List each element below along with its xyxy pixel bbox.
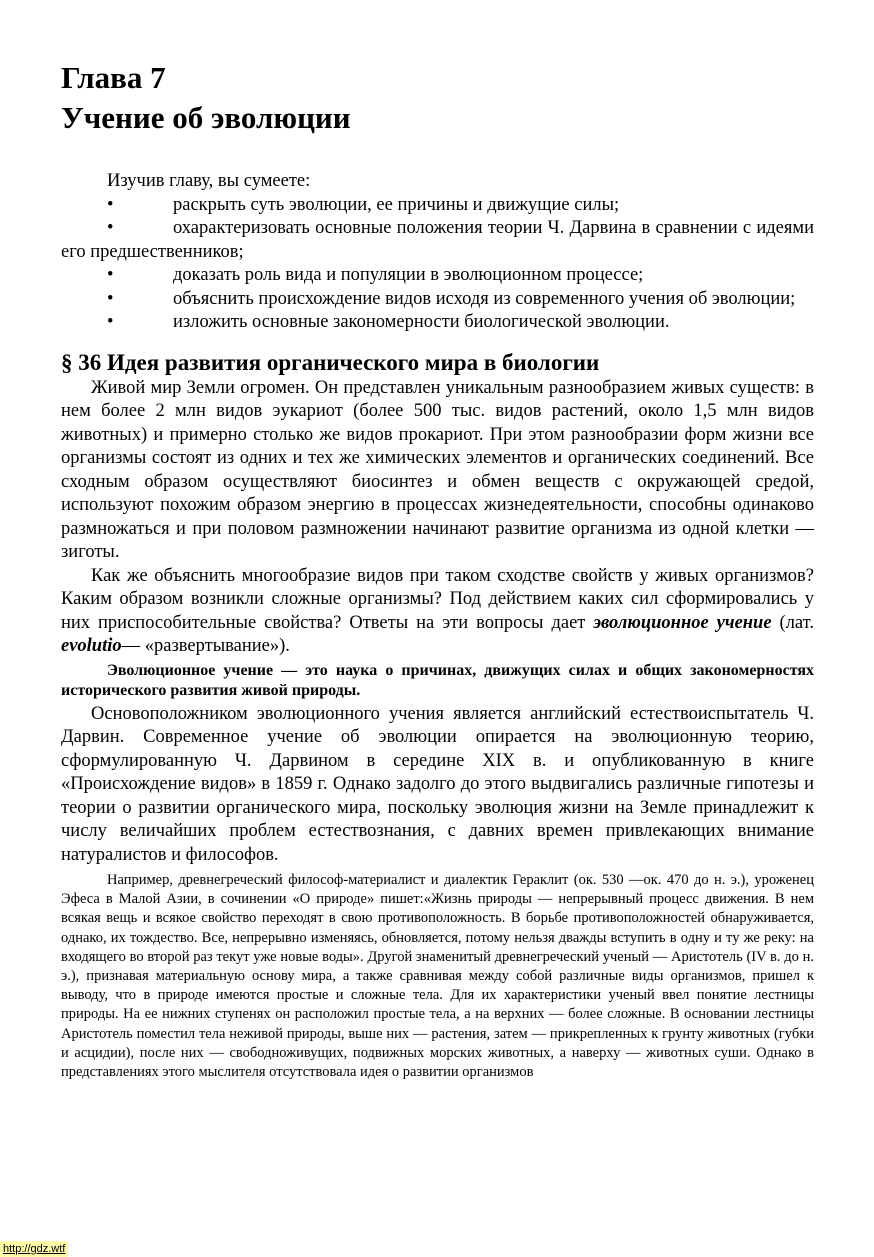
goal-item: [61, 311, 814, 335]
chapter-number: Глава 7: [61, 60, 166, 95]
goal-text: изложить основные закономерности биологической эволюции.: [173, 312, 670, 332]
bullet-icon: •: [107, 312, 114, 332]
chapter-title: [61, 58, 814, 138]
bullet-icon: •: [107, 194, 114, 215]
goals-intro: Изучив главу, вы сумеете:: [107, 171, 311, 191]
section-title: § 36 Идея развития органического мира в биологии: [61, 349, 600, 375]
paragraph-3: Основоположником эволюционного учения является английский естествоиспытатель Ч. Дарвин. Современное учение об эволюции опирается на эволюционную теорию, сформулированную Ч. Дарвином в середине XIX в. и опубликованную в книге «Происхождение видов» в 1859 г. Однако задолго до этого выдвигались различные гипотезы и теории о развитии органического мира, поскольку эволюция жизни на Земле принадлежит к числу величайших проблем естествознания, с давних времен привлекающих внимание натуралистов и философов.: [61, 703, 814, 865]
goal-text: охарактеризовать основные положения теории Ч. Дарвина в сравнении с идеями его предшественников;: [61, 218, 814, 262]
goal-item: [61, 288, 814, 312]
goal-item: [61, 217, 814, 264]
chapter-name: Учение об эволюции: [61, 100, 351, 135]
paragraph-2: [61, 565, 814, 659]
chapter-goals: [61, 170, 814, 335]
paragraph-1: Живой мир Земли огромен. Он представлен уникальным разнообразием живых существ: в нем более 2 млн видов эукариот (более 500 тыс. видов растений, около 1,5 млн видов животных) и примерно столько же видов прокариот. При этом разнообразии форм жизни все организмы состоят из одних и тех же химических элементов и органических соединений. Все сходным образом осуществляют биосинтез и обмен веществ с окружающей средой, используют похожим образом энергию в процессах жизнедеятельности, способны одинаково размножаться и при половом размножении начинают развитие организма из одной клетки — зиготы.: [61, 377, 814, 562]
source-link[interactable]: http://gdz.wtf: [0, 1241, 68, 1257]
latin-term: evolutio: [61, 636, 122, 656]
term-evolutionary-teaching: эволюционное учение: [593, 612, 772, 633]
goal-text: объяснить происхождение видов исходя из современного учения об эволюции;: [173, 288, 796, 309]
goal-text: доказать роль вида и популяции в эволюционном процессе;: [173, 265, 644, 285]
paragraph-2-mid: (лат.: [771, 612, 814, 633]
goal-item: [61, 194, 814, 218]
bullet-icon: •: [107, 218, 114, 238]
definition: Эволюционное учение — это наука о причинах, движущих силах и общих закономерностях исторического развития живой природы.: [61, 661, 814, 699]
paragraph-2-end: — «развертывание»).: [121, 636, 290, 656]
bullet-icon: •: [107, 288, 114, 309]
goal-text: раскрыть суть эволюции, ее причины и движущие силы;: [173, 194, 620, 215]
small-print-paragraph: Например, древнегреческий философ-материалист и диалектик Гераклит (ок. 530 —ок. 470 до н. э.), уроженец Эфеса в Малой Азии, в сочинении «О природе» пишет:«Жизнь природы — непрерывный процесс движения. В нем всякая вещь и всякое свойство переходят в свою противоположность. В борьбе противоположностей обнаруживается, однако, их тождество. Все, непрерывно изменяясь, обновляется, потому нельзя дважды вступить в одну и ту же реку: на входящего во второй раз текут уже новые воды». Другой знаменитый древнегреческий ученый — Аристотель (IV в. до н. э.), признавая материальную основу мира, а также сравнивая между собой различные виды организмов, пришел к выводу, что в природе имеются простые и сложные тела. Для их характеристики ученый ввел понятие лестницы природы. На ее нижних ступенях он расположил простые тела, а на верхних — более сложные. В основании лестницы Аристотель поместил тела неживой природы, выше них — растения, затем — прикрепленных к грунту животных (губки и асцидии), после них — свободноживущих, подвижных морских животных, а наверху — животных суши. Однако в представлениях этого мыслителя отсутствовала идея о развитии организмов: [61, 872, 814, 1081]
goal-item: [61, 264, 814, 288]
paragraph-2-start: Как же объяснить многообразие видов при таком сходстве свойств у живых организмов? Каким образом возникли сложные организмы? Под действием каких сил сформировались у них приспособительные свойства? Ответы на эти вопросы дает: [61, 565, 814, 633]
page-content: [61, 58, 814, 1082]
bullet-icon: •: [107, 265, 114, 285]
